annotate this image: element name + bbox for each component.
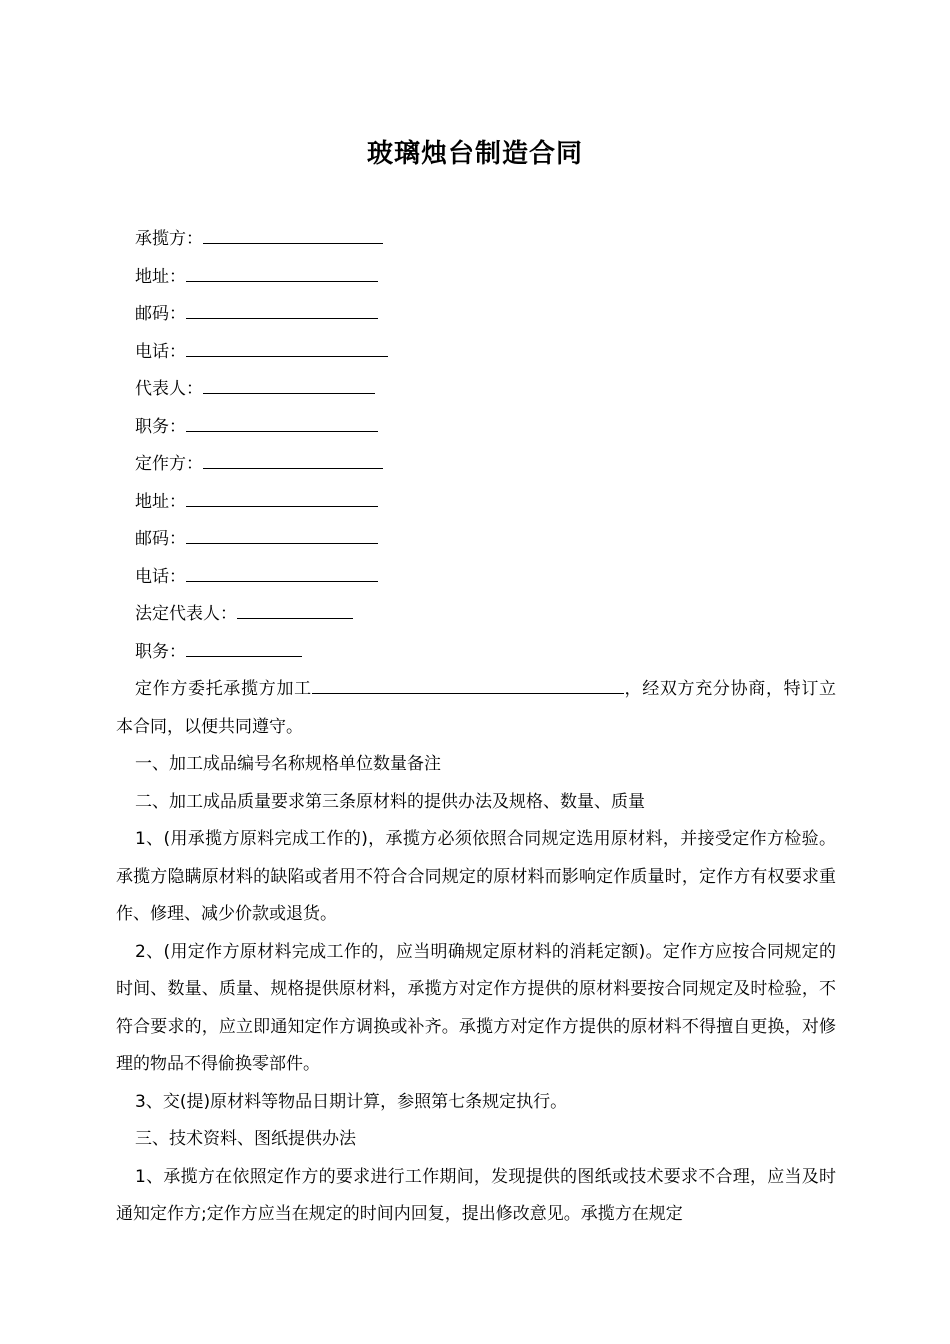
- field-label: 法定代表人：: [135, 604, 237, 624]
- field-label: 职务：: [135, 641, 186, 662]
- fill-in-blank: [186, 415, 378, 432]
- field-label: 地址：: [135, 491, 186, 512]
- fill-in-blank: [186, 490, 378, 507]
- fill-in-blank: [186, 302, 378, 319]
- contract-body: [116, 671, 836, 1234]
- client-address-field: [135, 489, 388, 527]
- fill-in-blank: [186, 527, 378, 544]
- field-label: 邮码：: [135, 304, 186, 324]
- contractor-position-field: [135, 414, 388, 452]
- field-label: 电话：: [135, 341, 186, 362]
- fill-in-blank: [203, 377, 375, 394]
- clause-2-item-3: 3、交(提)原材料等物品日期计算，参照第七条规定执行。: [135, 1091, 568, 1112]
- field-label: 电话：: [135, 566, 186, 587]
- intro-text-before: 定作方委托承揽方加工: [135, 679, 312, 699]
- fill-in-blank: [237, 602, 353, 619]
- field-label: 邮码：: [135, 529, 186, 549]
- fill-in-blank: [186, 640, 302, 657]
- party-info-block: [135, 226, 388, 676]
- contractor-name-field: [135, 226, 388, 264]
- field-label: 承揽方：: [135, 229, 203, 249]
- fill-in-blank: [203, 227, 383, 244]
- field-label: 职务：: [135, 416, 186, 437]
- fill-in-blank: [186, 265, 378, 282]
- field-label: 定作方：: [135, 454, 203, 474]
- contractor-representative-field: [135, 376, 388, 414]
- fill-in-blank: [312, 677, 624, 694]
- contractor-phone-field: [135, 339, 388, 377]
- clause-1-heading: 一、加工成品编号名称规格单位数量备注: [135, 754, 441, 774]
- clause-2-item-1: 1、(用承揽方原料完成工作的)，承揽方必须依照合同规定选用原材料，并接受定作方检验。承揽方隐瞒原材料的缺陷或者用不符合合同规定的原材料而影响定作质量时，定作方有权要求重作、修理、减少价款或退货。: [116, 829, 836, 924]
- fill-in-blank: [186, 340, 388, 357]
- client-name-field: [135, 451, 388, 489]
- client-postcode-field: [135, 526, 388, 564]
- contractor-address-field: [135, 264, 388, 302]
- fill-in-blank: [203, 452, 383, 469]
- document-title: 玻璃烛台制造合同: [366, 139, 583, 169]
- clause-3-item-1: 1、承揽方在依照定作方的要求进行工作期间，发现提供的图纸或技术要求不合理，应当及时通知定作方;定作方应当在规定的时间内回复，提出修改意见。承揽方在规定: [116, 1166, 836, 1224]
- contractor-postcode-field: [135, 301, 388, 339]
- field-label: 地址：: [135, 266, 186, 287]
- clause-2-item-2: 2、(用定作方原材料完成工作的，应当明确规定原材料的消耗定额)。定作方应按合同规定的时间、数量、质量、规格提供原材料，承揽方对定作方提供的原材料要按合同规定及时检验，不符合要求的，应立即通知定作方调换或补齐。承揽方对定作方提供的原材料不得擅自更换，对修理的物品不得偷换零部件。: [116, 941, 836, 1074]
- client-legal-representative-field: [135, 601, 388, 639]
- intro-paragraph: [116, 671, 836, 746]
- intro-text-after: ，经双方充分协商，特订立本合同，以便共同遵守。: [116, 679, 837, 737]
- field-label: 代表人：: [135, 379, 203, 399]
- client-phone-field: [135, 564, 388, 602]
- clause-3-heading: 三、技术资料、图纸提供办法: [135, 1129, 356, 1149]
- fill-in-blank: [186, 565, 378, 582]
- clause-2-heading: 二、加工成品质量要求第三条原材料的提供办法及规格、数量、质量: [135, 791, 645, 812]
